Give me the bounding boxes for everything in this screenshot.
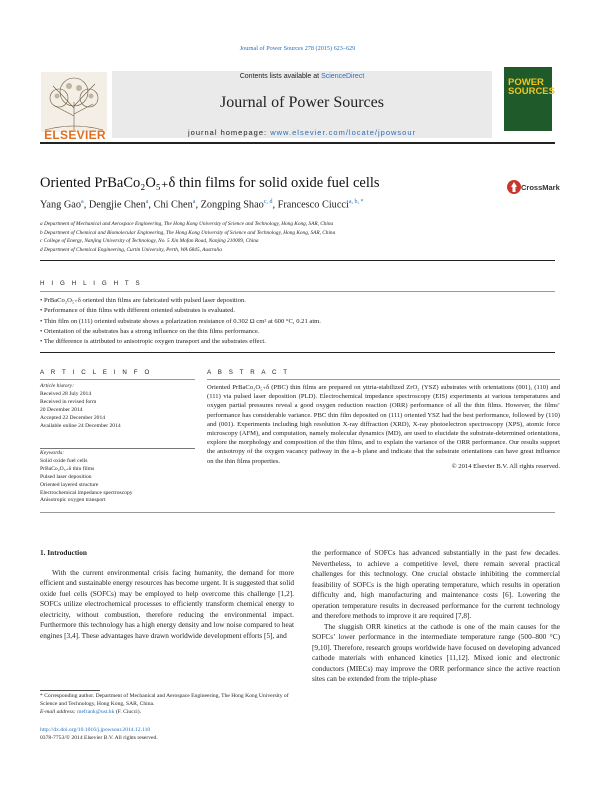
keyword: PrBaCo₂O₅₊δ thin films [40, 465, 95, 472]
history-label: Article history: [40, 383, 75, 389]
cover-title-line1: POWER [508, 77, 544, 88]
body-right-column [312, 548, 560, 685]
highlight-item: • Orientation of the substrates has a strong influence on the thin films performance. [40, 327, 260, 335]
highlight-item: • The difference is attributed to anisotropic oxygen transport and the substrates effect. [40, 338, 266, 346]
highlight-item: • Performance of thin films with different oriented substrates is evaluated. [40, 307, 236, 315]
copyright-notice: © 2014 Elsevier B.V. All rights reserved. [451, 463, 560, 470]
section-rule [40, 512, 555, 513]
doi-block [40, 727, 294, 743]
cover-title [508, 77, 555, 97]
highlight-text: Thin film on (111) oriented substrate shows a polarization resistance of 0.302 Ω cm² at 600 °C, 0.21 atm. [43, 317, 321, 325]
highlight-text: The difference is attributed to anisotropic oxygen transport and the substrates effect. [43, 338, 266, 346]
keyword: Anisotropic oxygen transport [40, 497, 106, 504]
affiliations [40, 220, 560, 254]
section-heading: 1. Introduction [40, 548, 87, 557]
affiliation: b Department of Chemical and Biomolecular Engineering, The Hong Kong University of Science and Technology, Hong Kong, SAR, China [40, 229, 336, 236]
article-info-heading: A R T I C L E I N F O [40, 369, 152, 376]
keywords [40, 450, 200, 505]
highlight-text: Orientation of the substrates has a strong influence on the thin films performance. [43, 327, 260, 335]
highlights-heading: H I G H L I G H T S [40, 280, 143, 287]
publisher-name: ELSEVIER [44, 128, 106, 142]
body-left-column [40, 548, 294, 641]
abstract-rule [207, 379, 560, 380]
article-title: Oriented PrBaCo₂O₅₊δ thin films for solid oxide fuel cells [40, 175, 380, 191]
homepage-line [112, 128, 492, 137]
author-affiliation-marker[interactable]: a [81, 199, 84, 205]
paragraph: The sluggish ORR kinetics at the cathode is one of the main causes for the SOFCs’ lower performance in the intermediate temperature range (500–800 °C) [9,10]. Therefore, research groups worldwide have focused on developing advanced cathode materials with enhanced kinetics [11,12]. Mixed ionic and electronic conductors (MIECs) may improve the ORR performance since the active reaction sites can be extended from the triple-phase [312, 621, 560, 683]
doi-link[interactable]: http://dx.doi.org/10.1016/j.jpowsour.2014.12.110 [40, 727, 151, 733]
author-affiliation-marker[interactable]: c, d [263, 199, 273, 205]
footnote [40, 693, 294, 716]
email-link[interactable]: mefrank@ust.hk [77, 708, 115, 715]
section-rule [40, 352, 555, 353]
email-label: E-mail address: [40, 708, 76, 715]
affiliation: c College of Energy, Nanjing University of Technology, No. 5 Xin Mofan Road, Nanjing 210009, China [40, 238, 259, 245]
keyword: Solid oxide fuel cells [40, 457, 88, 464]
keyword: Electrochemical impedance spectroscopy [40, 489, 133, 496]
author-name: Francesco Ciucci [277, 199, 349, 211]
author-name: Zongping Shao [200, 199, 264, 211]
highlight-item: • PrBaCo₂O₅₊δ oriented thin films are fabricated with pulsed laser deposition. [40, 297, 246, 304]
highlight-text: PrBaCo₂O₅₊δ oriented thin films are fabricated with pulsed laser deposition. [43, 297, 246, 304]
keywords-label: Keywords: [40, 450, 65, 456]
author-name: Yang Gao [40, 199, 82, 211]
highlight-text: Performance of thin films with different oriented substrates is evaluated. [43, 307, 236, 315]
info-separator [40, 448, 195, 449]
author-affiliation-marker[interactable]: a [145, 199, 149, 205]
highlights-list [40, 296, 560, 347]
homepage-link[interactable]: www.elsevier.com/locate/jpowsour [270, 128, 417, 137]
sciencedirect-link[interactable]: ScienceDirect [321, 73, 365, 80]
history-entry: Available online 24 December 2014 [40, 422, 121, 429]
homepage-prefix: journal homepage: [187, 128, 268, 137]
cover-title-line2: SOURCES [508, 86, 555, 97]
footnote-rule [40, 690, 100, 691]
contents-line [112, 73, 492, 80]
section-rule [40, 260, 555, 261]
author-name: Dengjie Chen [88, 199, 146, 211]
highlight-item: • Thin film on (111) oriented substrate shows a polarization resistance of 0.302 Ω cm² at 600 °C, 0.21 atm. [40, 317, 321, 325]
email-suffix: (F. Ciucci). [115, 708, 141, 715]
keyword: Pulsed laser deposition [40, 473, 92, 480]
journal-title: Journal of Power Sources [220, 94, 384, 111]
paragraph: the performance of SOFCs has advanced substantially in the past few decades. Nevertheless, to achieve a competitive level, there remain several practical challenges for this technology. One crucial obstacle inhibiting the commercial feasibility of SOFCs is the high operating temperature, which results in operation difficulty and, high manufacturing and maintenance costs [6]. Lowering the operation temperature results in decreased performance for the current technology and therefore methods to improve it are required [7,8]. [312, 548, 560, 620]
header-rule [40, 142, 555, 144]
elsevier-tree-logo-icon [41, 68, 107, 136]
author-affiliation-marker[interactable]: a [192, 199, 196, 205]
history-entry: Received 28 July 2014 [40, 390, 92, 397]
abstract-text: Oriented PrBaCo₂O₅₊δ (PBC) thin films are prepared on yttria-stabilized ZrO₂ (YSZ) substrates with orientations (001), (110) and (111) via pulsed laser deposition (PLD). Electrochemical impedance spectroscopy (EIS) experiments at various temperatures and oxygen partial pressures reveal a good oxygen reduction reaction (ORR) performance of all the thin films. However, the films’ performance has considerable variance. PBC thin film deposited on (111) oriented YSZ had the best performance, followed by (110) and (001). Experiments including high resolution X-ray diffraction (XRD), X-ray photoelectron spectroscopy (XPS), atomic force microscopy (AFM), and computation, namely molecular dynamics (MD), are used to elucidate the substrate-determined orientations, explore the morphology and composition of the thin films, and to explain the variance of the ORR performance. Our results support the anisotropy of the oxygen vacancy pathway in the a–b plane and indicate that the substrate orientations can have great influence on the thin films properties. [207, 384, 560, 465]
journal-reference[interactable]: Journal of Power Sources 278 (2015) 623–629 [239, 45, 356, 52]
paragraph: With the current environmental crisis facing humanity, the demand for more efficient and sustainable energy resources has become urgent. It is suggested that solid oxide fuel cells (SOFCs) may be employed to help overcome this challenge [1,2]. SOFCs utilize electrochemical processes to efficiently transform chemical energy to electricity, without combustion, therefore reducing the environmental impact. Furthermore this technology has a high energy density and low noise compared to heat engines [3,4]. These advantages have drawn worldwide development efforts [5], and [40, 567, 294, 640]
history-entry: Received in revised form [40, 398, 97, 405]
author-name: Chi Chen [153, 199, 193, 211]
highlights-rule [40, 291, 555, 292]
affiliation: d Department of Chemical Engineering, Curtin University, Perth, WA 6845, Australia [40, 246, 222, 253]
keyword: Oriented layered structure [40, 481, 99, 488]
history-entry: 20 December 2014 [40, 406, 83, 413]
article-history [40, 383, 195, 430]
abstract-heading: A B S T R A C T [207, 369, 290, 376]
crossmark-label[interactable]: CrossMark [521, 183, 560, 192]
author-affiliation-marker[interactable]: a, b, * [348, 199, 364, 205]
author-list: Yang Gao$^a$, Dengjie Chen$^a$, Chi Chen$^a$, Zongping Shao$^{c, d}$, Francesco Ciucci$^{a, b, *}$ [40, 199, 364, 211]
history-entry: Accepted 22 December 2014 [40, 414, 106, 421]
affiliation: a Department of Mechanical and Aerospace Engineering, The Hong Kong University of Science and Technology, Hong Kong, SAR, China [40, 221, 334, 227]
contents-prefix: Contents lists available at [239, 73, 320, 80]
corresponding-author-note: * Corresponding author. Department of Mechanical and Aerospace Engineering, The Hong Kong University of Science and Technology, Hong Kong, SAR, China. [40, 693, 289, 707]
email-line [40, 709, 294, 717]
issn-line: 0378-7753/© 2014 Elsevier B.V. All rights reserved. [40, 734, 158, 741]
info-rule [40, 379, 195, 380]
